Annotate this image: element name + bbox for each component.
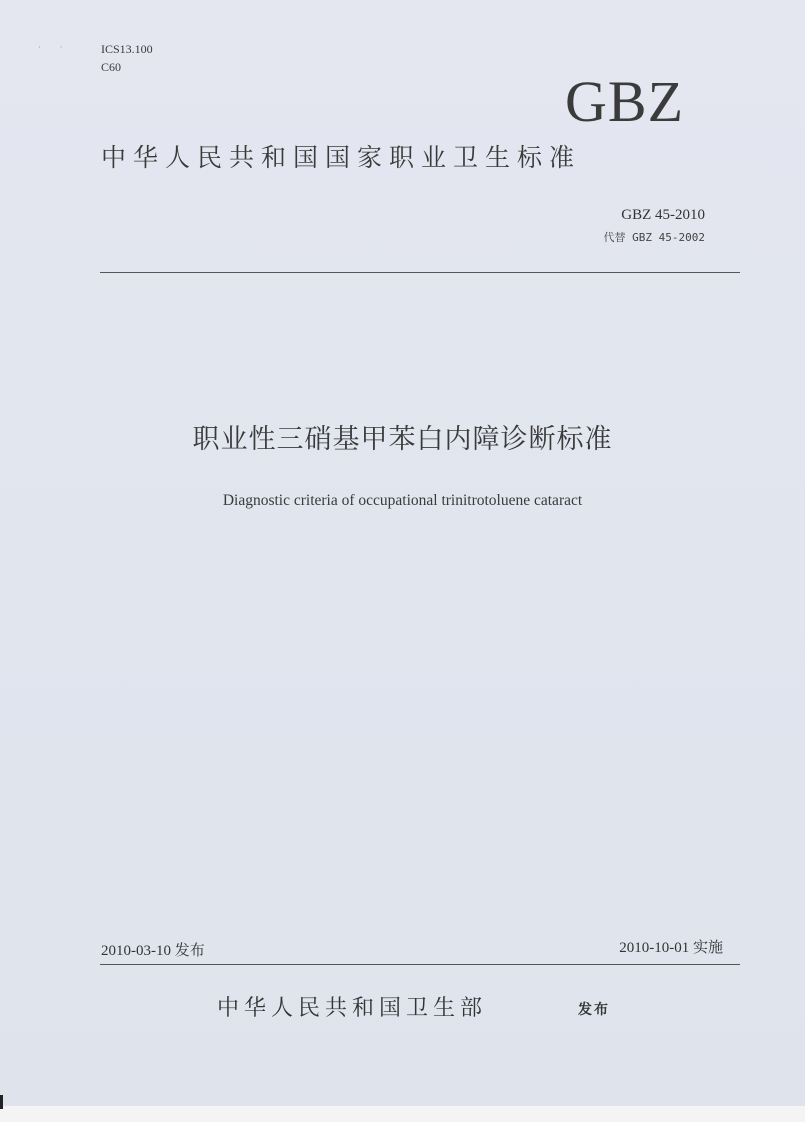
scan-marks: · · <box>38 43 71 53</box>
ccs-code: C60 <box>101 60 122 74</box>
issue-date: 2010-03-10 发布 <box>101 943 205 959</box>
classification-codes <box>101 40 153 76</box>
publisher-suffix: 发布 <box>578 1002 610 1018</box>
scan-bottom-strip <box>0 1106 805 1122</box>
document-title-chinese: 职业性三硝基甲苯白内障诊断标准 <box>192 424 613 455</box>
standard-number: GBZ 45-2010 <box>621 207 705 223</box>
header-divider <box>100 272 740 273</box>
national-standard-heading: 中华人民共和国国家职业卫生标准 <box>101 143 582 172</box>
footer-divider <box>100 964 740 965</box>
effective-date: 2010-10-01 实施 <box>619 940 723 956</box>
document-title-english: Diagnostic criteria of occupational trinitrotoluene cataract <box>222 492 583 509</box>
gbz-logo: GBZ <box>565 69 684 134</box>
publisher: 中华人民共和国卫生部 <box>217 996 488 1021</box>
replaces-standard: 代替 GBZ 45-2002 <box>603 231 705 244</box>
scan-edge-mark <box>0 1095 3 1109</box>
ics-code: ICS13.100 <box>101 42 153 56</box>
